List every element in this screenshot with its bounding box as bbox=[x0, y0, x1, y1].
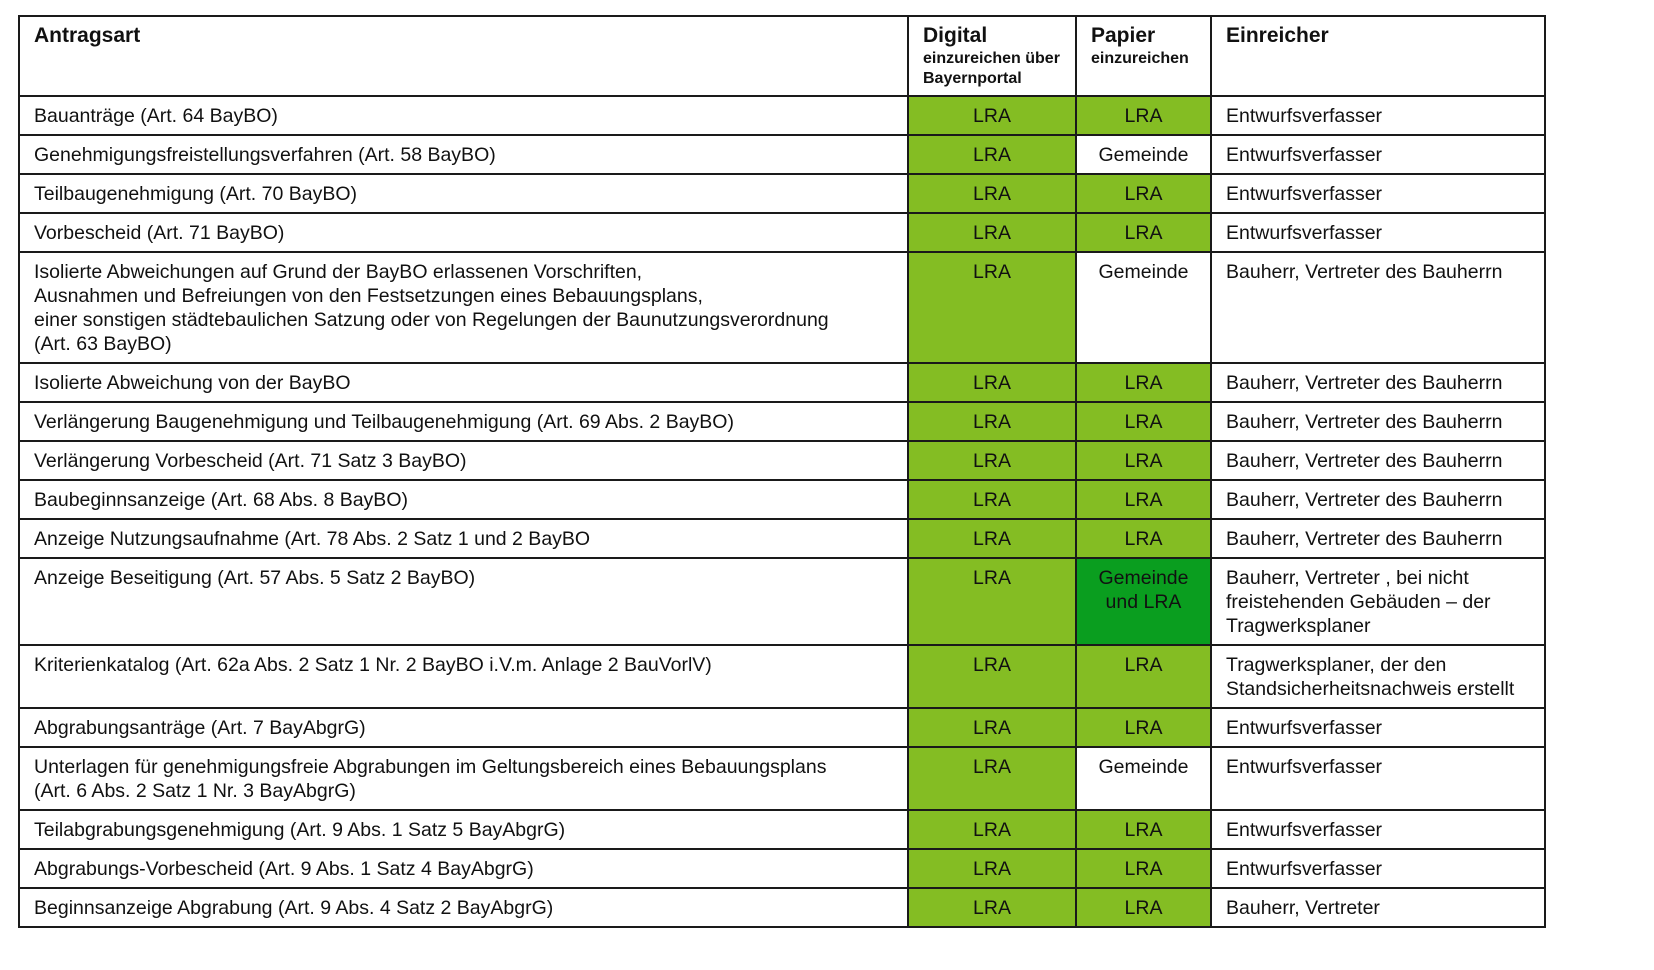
cell-antragsart bbox=[19, 402, 908, 441]
header-row bbox=[19, 16, 1545, 96]
cell-antragsart bbox=[19, 213, 908, 252]
header-papier bbox=[1076, 16, 1211, 96]
einreicher-line: Standsicherheitsnachweis erstellt bbox=[1226, 678, 1515, 700]
cell-papier: LRA bbox=[1076, 708, 1211, 747]
cell-einreicher bbox=[1211, 708, 1545, 747]
einreicher-line: Bauherr, Vertreter des Bauherrn bbox=[1226, 489, 1503, 511]
cell-einreicher bbox=[1211, 747, 1545, 810]
antragsart-line: Anzeige Nutzungsaufnahme (Art. 78 Abs. 2 Satz 1 und 2 BayBO bbox=[34, 528, 591, 550]
cell-einreicher bbox=[1211, 519, 1545, 558]
header-antragsart bbox=[19, 16, 908, 96]
antragsart-line: Vorbescheid (Art. 71 BayBO) bbox=[34, 222, 285, 244]
cell-papier: LRA bbox=[1076, 402, 1211, 441]
cell-papier: LRA bbox=[1076, 96, 1211, 135]
cell-papier: LRA bbox=[1076, 441, 1211, 480]
einreicher-line: Entwurfsverfasser bbox=[1226, 144, 1383, 166]
table-row bbox=[19, 96, 1545, 135]
antragsart-line: Verlängerung Baugenehmigung und Teilbaugenehmigung (Art. 69 Abs. 2 BayBO) bbox=[34, 411, 734, 433]
cell-papier bbox=[1076, 558, 1211, 645]
antragsart-line: Genehmigungsfreistellungsverfahren (Art. 58 BayBO) bbox=[34, 144, 496, 166]
papier-line: Gemeinde bbox=[1098, 567, 1189, 589]
cell-digital: LRA bbox=[908, 402, 1076, 441]
table-row bbox=[19, 810, 1545, 849]
header-digital bbox=[908, 16, 1076, 96]
cell-digital: LRA bbox=[908, 645, 1076, 708]
cell-papier: Gemeinde bbox=[1076, 747, 1211, 810]
cell-papier: Gemeinde bbox=[1076, 252, 1211, 363]
table-row bbox=[19, 174, 1545, 213]
cell-antragsart bbox=[19, 174, 908, 213]
cell-einreicher bbox=[1211, 402, 1545, 441]
einreicher-line: Entwurfsverfasser bbox=[1226, 183, 1383, 205]
einreicher-line: Entwurfsverfasser bbox=[1226, 717, 1383, 739]
cell-papier: LRA bbox=[1076, 849, 1211, 888]
cell-antragsart bbox=[19, 441, 908, 480]
cell-papier: LRA bbox=[1076, 480, 1211, 519]
cell-papier: LRA bbox=[1076, 519, 1211, 558]
cell-papier: LRA bbox=[1076, 213, 1211, 252]
einreicher-line: Entwurfsverfasser bbox=[1226, 858, 1383, 880]
table-body bbox=[19, 96, 1545, 927]
antragsart-line: Anzeige Beseitigung (Art. 57 Abs. 5 Satz 2 BayBO) bbox=[34, 567, 476, 589]
table-row bbox=[19, 252, 1545, 363]
cell-antragsart bbox=[19, 810, 908, 849]
cell-einreicher bbox=[1211, 558, 1545, 645]
header-einreicher-label: Einreicher bbox=[1226, 24, 1329, 47]
header-papier-sublabel: einzureichen bbox=[1091, 50, 1189, 67]
einreicher-line: Tragwerksplaner bbox=[1226, 615, 1371, 637]
antragsart-line: Isolierte Abweichungen auf Grund der BayBO erlassenen Vorschriften, bbox=[34, 261, 643, 283]
cell-einreicher bbox=[1211, 213, 1545, 252]
cell-digital: LRA bbox=[908, 888, 1076, 927]
header-einreicher bbox=[1211, 16, 1545, 96]
cell-papier: LRA bbox=[1076, 363, 1211, 402]
table-row bbox=[19, 519, 1545, 558]
cell-digital: LRA bbox=[908, 213, 1076, 252]
table-row bbox=[19, 402, 1545, 441]
einreicher-line: Bauherr, Vertreter des Bauherrn bbox=[1226, 411, 1503, 433]
cell-digital: LRA bbox=[908, 747, 1076, 810]
cell-digital: LRA bbox=[908, 558, 1076, 645]
cell-einreicher bbox=[1211, 174, 1545, 213]
antragsart-line: einer sonstigen städtebaulichen Satzung oder von Regelungen der Baunutzungsverordnung bbox=[34, 309, 829, 331]
cell-antragsart bbox=[19, 888, 908, 927]
cell-digital: LRA bbox=[908, 849, 1076, 888]
antragsart-line: Beginnsanzeige Abgrabung (Art. 9 Abs. 4 Satz 2 BayAbgrG) bbox=[34, 897, 554, 919]
header-antragsart-label: Antragsart bbox=[34, 24, 141, 47]
antragsart-line: Unterlagen für genehmigungsfreie Abgrabungen im Geltungsbereich eines Bebauungsplans bbox=[34, 756, 827, 778]
einreicher-line: Bauherr, Vertreter des Bauherrn bbox=[1226, 528, 1503, 550]
cell-einreicher bbox=[1211, 888, 1545, 927]
table-row bbox=[19, 363, 1545, 402]
antragsart-line: Abgrabungsanträge (Art. 7 BayAbgrG) bbox=[34, 717, 366, 739]
table-row bbox=[19, 708, 1545, 747]
antragsart-line: Abgrabungs-Vorbescheid (Art. 9 Abs. 1 Satz 4 BayAbgrG) bbox=[34, 858, 534, 880]
einreicher-line: Entwurfsverfasser bbox=[1226, 756, 1383, 778]
cell-einreicher bbox=[1211, 645, 1545, 708]
cell-antragsart bbox=[19, 480, 908, 519]
table-row bbox=[19, 480, 1545, 519]
einreicher-line: Entwurfsverfasser bbox=[1226, 222, 1383, 244]
cell-einreicher bbox=[1211, 363, 1545, 402]
cell-digital: LRA bbox=[908, 96, 1076, 135]
cell-antragsart bbox=[19, 558, 908, 645]
cell-digital: LRA bbox=[908, 810, 1076, 849]
cell-antragsart bbox=[19, 747, 908, 810]
cell-digital: LRA bbox=[908, 174, 1076, 213]
table-row bbox=[19, 135, 1545, 174]
cell-einreicher bbox=[1211, 480, 1545, 519]
cell-papier: LRA bbox=[1076, 888, 1211, 927]
antragsart-table bbox=[18, 15, 1546, 928]
einreicher-line: Entwurfsverfasser bbox=[1226, 819, 1383, 841]
cell-papier: LRA bbox=[1076, 810, 1211, 849]
antragsart-line: Verlängerung Vorbescheid (Art. 71 Satz 3 BayBO) bbox=[34, 450, 467, 472]
einreicher-line: freistehenden Gebäuden – der bbox=[1226, 591, 1491, 613]
cell-digital: LRA bbox=[908, 708, 1076, 747]
cell-digital: LRA bbox=[908, 480, 1076, 519]
cell-einreicher bbox=[1211, 849, 1545, 888]
einreicher-line: Tragwerksplaner, der den bbox=[1226, 654, 1447, 676]
cell-einreicher bbox=[1211, 441, 1545, 480]
cell-einreicher bbox=[1211, 96, 1545, 135]
cell-digital: LRA bbox=[908, 519, 1076, 558]
header-digital-sublabel: einzureichen über Bayernportal bbox=[923, 50, 1060, 87]
cell-digital: LRA bbox=[908, 363, 1076, 402]
cell-antragsart bbox=[19, 363, 908, 402]
header-papier-label: Papier bbox=[1091, 24, 1156, 47]
einreicher-line: Bauherr, Vertreter , bei nicht bbox=[1226, 567, 1469, 589]
cell-papier: Gemeinde bbox=[1076, 135, 1211, 174]
einreicher-line: Bauherr, Vertreter des Bauherrn bbox=[1226, 372, 1503, 394]
cell-einreicher bbox=[1211, 135, 1545, 174]
antragsart-line: Kriterienkatalog (Art. 62a Abs. 2 Satz 1 Nr. 2 BayBO i.V.m. Anlage 2 BauVorlV) bbox=[34, 654, 712, 676]
papier-line: und LRA bbox=[1105, 591, 1182, 613]
antragsart-line: Bauanträge (Art. 64 BayBO) bbox=[34, 105, 278, 127]
cell-digital: LRA bbox=[908, 252, 1076, 363]
cell-antragsart bbox=[19, 645, 908, 708]
table-row bbox=[19, 747, 1545, 810]
antragsart-line: (Art. 63 BayBO) bbox=[34, 333, 172, 355]
antragsart-line: Baubeginnsanzeige (Art. 68 Abs. 8 BayBO) bbox=[34, 489, 408, 511]
einreicher-line: Bauherr, Vertreter des Bauherrn bbox=[1226, 261, 1503, 283]
antragsart-line: Teilbaugenehmigung (Art. 70 BayBO) bbox=[34, 183, 358, 205]
header-digital-label: Digital bbox=[923, 24, 988, 47]
table-row bbox=[19, 645, 1545, 708]
einreicher-line: Entwurfsverfasser bbox=[1226, 105, 1383, 127]
cell-antragsart bbox=[19, 96, 908, 135]
table-row bbox=[19, 849, 1545, 888]
cell-papier: LRA bbox=[1076, 645, 1211, 708]
einreicher-line: Bauherr, Vertreter des Bauherrn bbox=[1226, 450, 1503, 472]
table-row bbox=[19, 888, 1545, 927]
table-row bbox=[19, 213, 1545, 252]
cell-antragsart bbox=[19, 849, 908, 888]
cell-papier: LRA bbox=[1076, 174, 1211, 213]
table-row bbox=[19, 558, 1545, 645]
cell-einreicher bbox=[1211, 810, 1545, 849]
antragsart-line: Ausnahmen und Befreiungen von den Festsetzungen eines Bebauungsplans, bbox=[34, 285, 703, 307]
cell-einreicher bbox=[1211, 252, 1545, 363]
cell-antragsart bbox=[19, 519, 908, 558]
cell-digital: LRA bbox=[908, 441, 1076, 480]
table-row bbox=[19, 441, 1545, 480]
cell-antragsart bbox=[19, 708, 908, 747]
cell-antragsart bbox=[19, 135, 908, 174]
antragsart-line: (Art. 6 Abs. 2 Satz 1 Nr. 3 BayAbgrG) bbox=[34, 780, 356, 802]
cell-antragsart bbox=[19, 252, 908, 363]
antragsart-line: Teilabgrabungsgenehmigung (Art. 9 Abs. 1 Satz 5 BayAbgrG) bbox=[34, 819, 566, 841]
antragsart-line: Isolierte Abweichung von der BayBO bbox=[34, 372, 351, 394]
einreicher-line: Bauherr, Vertreter bbox=[1226, 897, 1380, 919]
cell-digital: LRA bbox=[908, 135, 1076, 174]
